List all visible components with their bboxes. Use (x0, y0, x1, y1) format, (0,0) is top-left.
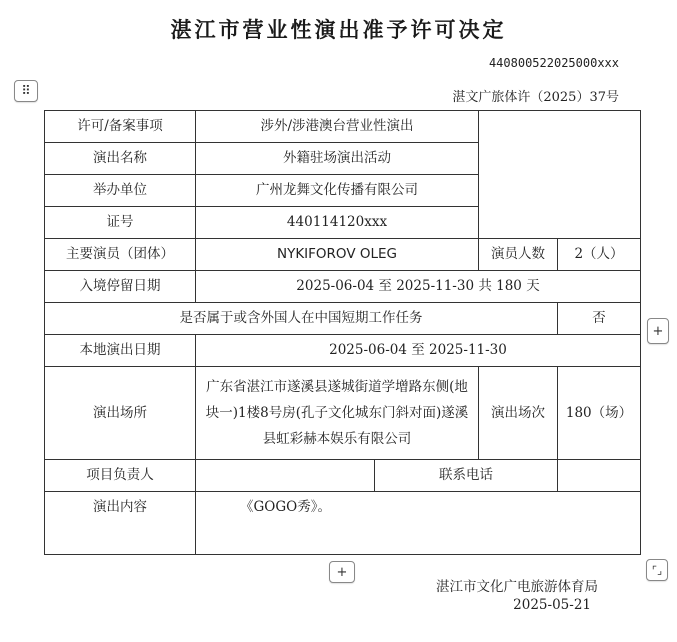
issue-date: 2025-05-21 (513, 597, 591, 613)
performer-value[interactable]: NYKIFOROV OLEG (196, 239, 479, 271)
performer-count-value[interactable]: 2（人） (558, 239, 641, 271)
show-name-value[interactable]: 外籍驻场演出活动 (196, 143, 479, 175)
table-row (45, 367, 641, 460)
performer-label: 主要演员（团体） (45, 239, 196, 271)
resize-handle-icon[interactable]: ⌜⌟ (646, 559, 668, 581)
stay-period-label: 入境停留日期 (45, 271, 196, 303)
table-row (45, 303, 641, 335)
content-label: 演出内容 (45, 492, 196, 555)
performer-count-label: 演员人数 (479, 239, 558, 271)
organizer-value[interactable]: 广州龙舞文化传播有限公司 (196, 175, 479, 207)
venue-label: 演出场所 (45, 367, 196, 460)
license-value[interactable]: 440114120xxx (196, 207, 479, 239)
license-label: 证号 (45, 207, 196, 239)
organizer-label: 举办单位 (45, 175, 196, 207)
manager-value[interactable] (196, 460, 375, 492)
stay-period-value[interactable]: 2025-06-04 至 2025-11-30 共 180 天 (196, 271, 641, 303)
add-column-button[interactable]: + (647, 318, 669, 344)
local-dates-label: 本地演出日期 (45, 335, 196, 367)
phone-label: 联系电话 (375, 460, 558, 492)
sessions-value[interactable]: 180（场） (558, 367, 641, 460)
table-row (45, 335, 641, 367)
content-value[interactable]: 《GOGO秀》。 (196, 492, 641, 555)
permit-item-value[interactable]: 涉外/涉港澳台营业性演出 (196, 111, 479, 143)
issuer-name: 湛江市文化广电旅游体育局 (436, 579, 598, 595)
venue-value[interactable]: 广东省湛江市遂溪县遂城街道学增路东侧(地块一)1楼8号房(孔子文化城东门斜对面)遂溪县虹彩赫本娱乐有限公司 (196, 367, 479, 460)
table-row (45, 271, 641, 303)
permit-item-label: 许可/备案事项 (45, 111, 196, 143)
table-row (45, 111, 641, 143)
table-row (45, 460, 641, 492)
phone-value[interactable] (558, 460, 641, 492)
document-number: 440800522025000xxx (488, 56, 619, 70)
foreign-work-label: 是否属于或含外国人在中国短期工作任务 (45, 303, 558, 335)
add-row-button[interactable]: + (329, 561, 355, 583)
manager-label: 项目负责人 (45, 460, 196, 492)
local-dates-value[interactable]: 2025-06-04 至 2025-11-30 (196, 335, 641, 367)
blank-cell[interactable] (479, 111, 641, 239)
table-drag-handle-icon[interactable]: ⠿ (14, 80, 38, 102)
sessions-label: 演出场次 (479, 367, 558, 460)
table-row (45, 239, 641, 271)
table-row (45, 492, 641, 555)
document-title: 湛江市营业性演出准予许可决定 (170, 17, 507, 42)
permit-table (44, 110, 641, 555)
file-number: 湛文广旅体许（2025）37号 (452, 90, 619, 105)
foreign-work-value[interactable]: 否 (558, 303, 641, 335)
show-name-label: 演出名称 (45, 143, 196, 175)
